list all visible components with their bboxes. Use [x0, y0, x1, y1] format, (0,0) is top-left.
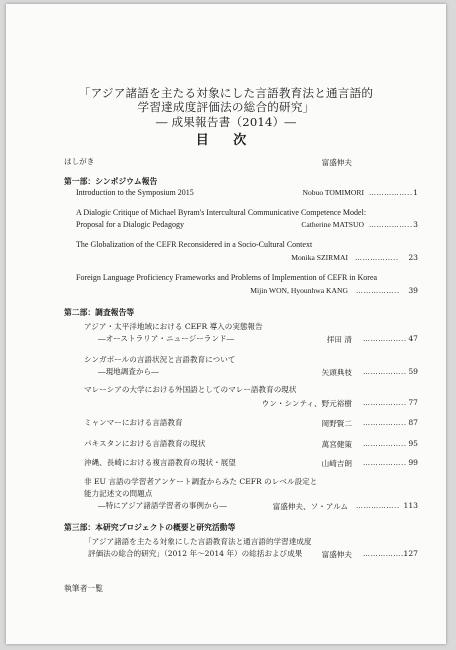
- part2-entry7-title-line2: 能力記述文の問題点: [84, 489, 153, 498]
- part1-entry3-page: 23: [408, 253, 418, 262]
- part2-entry3-title: マレーシアの大学における外国語としてのマレー語教育の現状: [84, 385, 297, 394]
- leader-dots: ……………..: [363, 335, 407, 343]
- part1-heading: 第一部：シンポジウム報告: [64, 177, 158, 186]
- part3-entry1-title-line2: 評価法の総合的研究」（2012 年〜2014 年）の総括および成果: [88, 549, 303, 558]
- part2-entry6-title: 沖縄、長崎における複言語教育の現状・展望: [84, 458, 236, 467]
- leader-dots: ……………..: [363, 368, 407, 376]
- part2-entry6-author: 山崎吉朗: [321, 459, 352, 468]
- toc-heading: 目 次: [195, 133, 257, 148]
- preface-author: 富盛伸夫: [321, 158, 352, 167]
- part1-entry2-title-line2: Proposal for a Dialogic Pedagogy: [76, 220, 184, 229]
- part2-entry6-page: 99: [408, 458, 418, 467]
- preface-title: はしがき: [64, 157, 95, 166]
- part2-entry4-title: ミャンマーにおける言語教育: [84, 418, 183, 427]
- part2-entry3-page: 77: [408, 398, 418, 407]
- leader-dots: ……………..: [363, 419, 407, 427]
- part3-entry1-page: 127: [403, 549, 418, 558]
- document-page: [6, 4, 446, 644]
- part2-entry2-page: 59: [408, 367, 418, 376]
- part2-entry5-title: パキスタンにおける言語教育の現状: [84, 439, 206, 448]
- part1-entry1-page: 1: [413, 188, 418, 197]
- contributors-heading: 執筆者一覧: [64, 584, 103, 593]
- leader-dots: ……………..: [369, 189, 413, 197]
- part2-entry7-page: 113: [403, 501, 418, 510]
- leader-dots: ……………..: [356, 287, 400, 295]
- report-title-line1: 「アジア諸語を主たる対象にした言語教育法と通言語的: [78, 86, 374, 100]
- part2-entry1-author: 拝田 清: [326, 335, 352, 344]
- leader-dots: ……………..: [363, 440, 407, 448]
- leader-dots: ……………..: [369, 221, 413, 229]
- part2-heading: 第二部：調査報告等: [64, 308, 135, 317]
- part2-entry7-author: 富盛伸夫、ソ・アルム: [272, 502, 348, 511]
- part2-entry1-title-line1: アジア・太平洋地域における CEFR 導入の実態報告: [84, 322, 263, 331]
- part1-entry1-title: Introduction to the Symposium 2015: [76, 188, 194, 197]
- part1-entry2-author: Catherine MATSUO: [301, 220, 364, 229]
- part1-entry3-author: Monika SZIRMAI: [291, 253, 348, 262]
- leader-dots: ……………..: [355, 254, 399, 262]
- leader-dots: ……………..: [356, 502, 400, 510]
- part2-entry5-author: 萬宮健策: [321, 440, 352, 449]
- part1-entry2-page: 3: [413, 220, 418, 229]
- leader-dots: ……………..: [363, 459, 407, 467]
- report-subtitle: ― 成果報告書（2014）―: [155, 115, 297, 129]
- part1-entry1-author: Nobuo TOMIMORI: [302, 188, 364, 197]
- part2-entry1-title-line2: ―オーストラリア・ニュージーランド―: [98, 334, 235, 343]
- part1-entry2-title-line1: A Dialogic Critique of Michael Byram's Intercultural Communicative Competence Model:: [76, 208, 367, 217]
- part1-entry4-author: Mijin WON, Hyounhwa KANG: [250, 286, 348, 295]
- part1-entry4-page: 39: [408, 286, 418, 295]
- part3-entry1-title-line1: 「アジア諸語を主たる対象にした言語教育法と通言語的学習達成度: [84, 537, 312, 546]
- part2-entry4-page: 87: [408, 418, 418, 427]
- part2-entry2-title-line2: ―現地調査から―: [98, 367, 159, 376]
- part2-entry5-page: 95: [408, 439, 418, 448]
- part2-entry7-title-line1: 非 EU 言語の学習者アンケート調査からみた CEFR のレベル設定と: [84, 477, 318, 486]
- part2-entry7-title-line3: ―特にアジア諸語学習者の事例から―: [98, 501, 227, 510]
- part3-entry1-author: 富盛伸夫: [321, 550, 352, 559]
- part1-entry4-title: Foreign Language Proficiency Frameworks and Problems of Implemention of CEFR in Korea: [76, 273, 378, 282]
- part2-entry1-page: 47: [408, 334, 418, 343]
- part3-heading: 第三部：本研究プロジェクトの概要と研究活動等: [64, 523, 236, 532]
- part1-entry3-title: The Globalization of the CEFR Reconsidered in a Socio-Cultural Context: [76, 240, 313, 249]
- leader-dots: ……………..: [363, 550, 407, 558]
- report-title-line2: 学習達成度評価法の総合的研究」: [137, 100, 315, 114]
- part2-entry2-author: 矢頭典枝: [321, 368, 352, 377]
- leader-dots: ……………..: [363, 399, 407, 407]
- part2-entry3-author: ウン・シンティ、野元裕樹: [261, 399, 352, 408]
- part2-entry2-title-line1: シンガポールの言語状況と言語教育について: [84, 355, 236, 364]
- part2-entry4-author: 岡野賢二: [321, 419, 352, 428]
